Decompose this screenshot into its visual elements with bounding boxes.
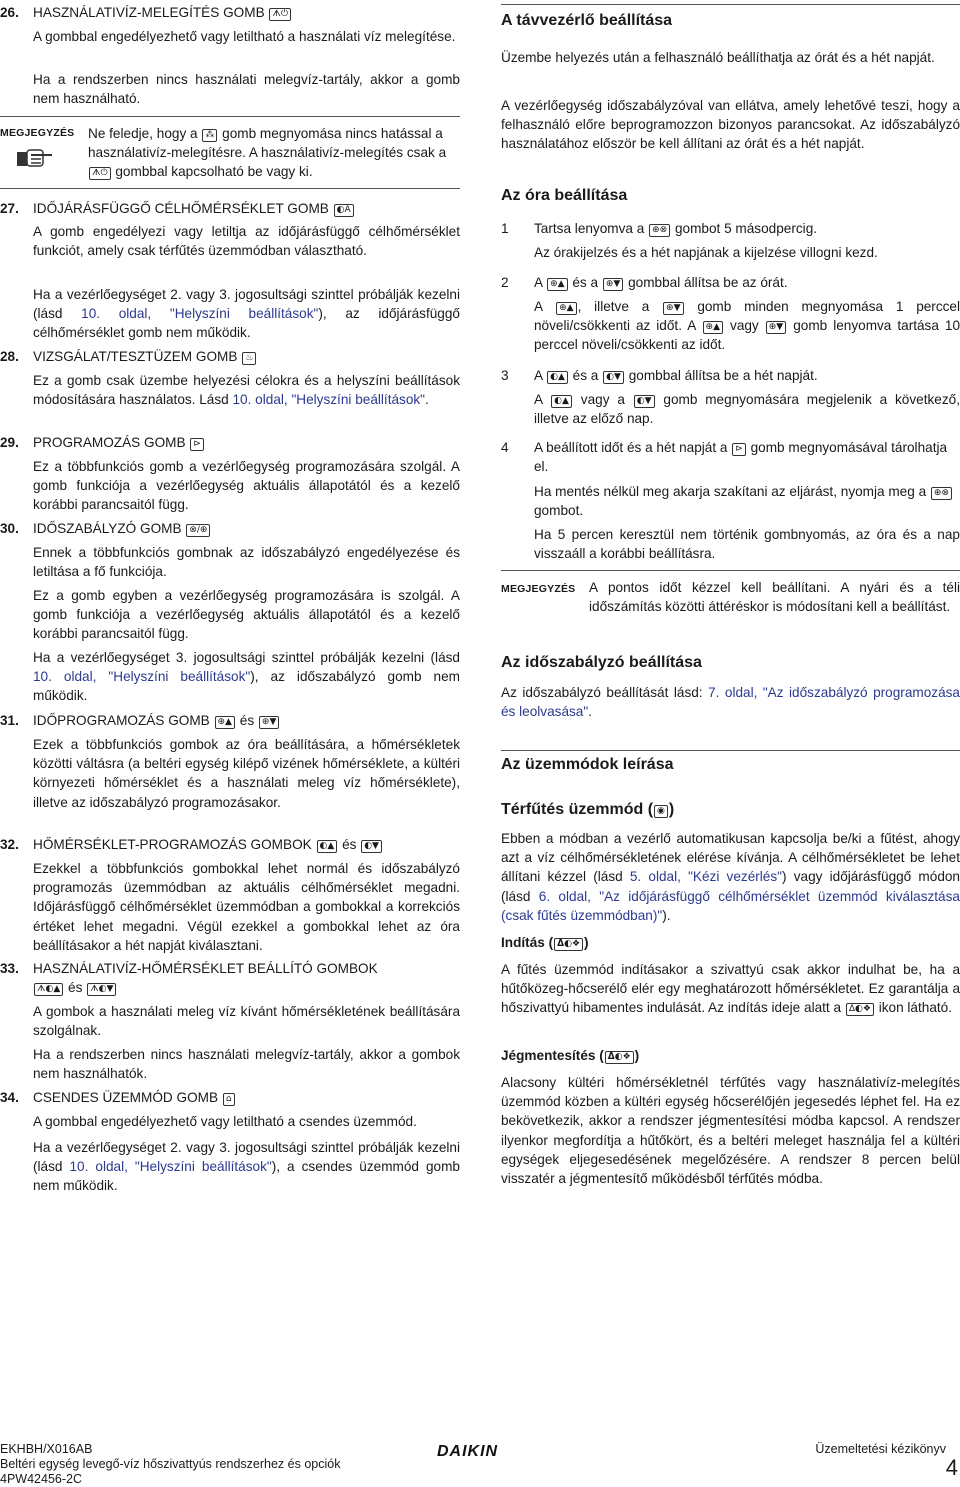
link-field-settings[interactable]: 10. oldal, "Helyszíni beállítások" xyxy=(81,306,319,322)
section-30-text-2: Ez a gomb egyben a vezérlőegység programozására is szolgál. A gomb funkciója a vezérlőegység aktuális állapotától és a kezelő korábbi parancsaitól függ. xyxy=(33,588,460,642)
footer-left xyxy=(0,1442,420,1487)
divider xyxy=(501,4,960,5)
link-field-settings[interactable]: 10. oldal, "Helyszíni beállítások" xyxy=(33,669,251,685)
clock-up-icon: ⊕▲ xyxy=(547,278,567,291)
step-number: 4 xyxy=(501,440,509,455)
section-number: 27. xyxy=(0,201,19,216)
section-33-text-2: Ha a rendszerben nincs használati melegvíz-tartály, akkor a gombok nem használhatók. xyxy=(33,1047,460,1082)
note-divider-top xyxy=(0,116,460,117)
section-title: IDŐJÁRÁSFÜGGŐ CÉLHŐMÉRSÉKLET GOMB ◐A xyxy=(33,199,460,218)
temperature-down-icon: ◐▼ xyxy=(361,840,382,853)
step-number: 3 xyxy=(501,368,509,383)
timer-text: Az időszabályzó beállítását lásd: 7. oldal, "Az időszabályzó programozása és leolvasása". xyxy=(501,685,960,720)
day-down-icon: ◐▼ xyxy=(603,371,624,384)
section-28-text-1: Ez a gomb csak üzembe helyezési célokra és a helyszíni beállítások módosítására használatos. Lásd 10. oldal, "Helyszíni beállítások". xyxy=(33,373,460,408)
section-34-text-1: A gombbal engedélyezhető vagy letiltható a csendes üzemmód. xyxy=(33,1114,417,1129)
section-33-text-1: A gombok a használati meleg víz kívánt hőmérsékletének beállítására szolgálnak. xyxy=(33,1004,460,1039)
section-title: IDŐPROGRAMOZÁS GOMB ⊕▲ és ⊕▼ xyxy=(33,711,460,730)
section-title: HŐMÉRSÉKLET-PROGRAMOZÁS GOMBOK ◐▲ és ◐▼ xyxy=(33,835,460,854)
remote-text-2: A vezérlőegység időszabályzóval van ellátva, amely lehetővé teszi, hogy a felhasználó előre beprogramozzon bizonyos parancsokat. Az időszabályzó használatához először be kell állítani az órát és a hét napját. xyxy=(501,98,960,152)
clock-up-icon: ⊕▲ xyxy=(703,321,723,334)
section-title: HASZNÁLATIVÍZ-HŐMÉRSÉKLET BEÁLLÍTÓ GOMBOK ᗑ◐▲ és ᗑ◐▼ xyxy=(33,961,378,996)
divider xyxy=(501,750,960,751)
section-27-text-1: A gomb engedélyezi vagy letiltja az időjárásfüggő célhőmérséklet funkciót, amely csak térfűtés üzemmódban választható. xyxy=(33,224,460,259)
page-number: 4 xyxy=(945,1455,958,1480)
space-heating-icon: ⁂ xyxy=(202,129,217,142)
section-title: VIZSGÁLAT/TESZTÜZEM GOMB ♨ xyxy=(33,347,460,366)
clock-down-icon: ⊕▼ xyxy=(663,302,683,315)
defrost-text: Alacsony kültéri hőmérsékletnél térfűtés vagy használativíz-melegítés üzemmód közben a kültéri egység hőcserélőjén jegesedés léphet fel. Ha ez bekövetkezik, akkor a rendszer jégmentesítési módba kapcsol. A rendszer ilyenkor megfordítja a hűtőkört, és a beltéri meleget használja fel a kültéri egységek eljegesedésének megelőzésére. A rendszer 8 percen belül visszatér a jégmentesítő működésből térfűtés módba. xyxy=(501,1075,960,1187)
section-number: 30. xyxy=(0,521,19,536)
note-label: MEGJEGYZÉS xyxy=(501,583,576,595)
section-30-text-1: Ennek a többfunkciós gombnak az időszabályzó engedélyezése és letiltása a fő funkciója. xyxy=(33,545,460,580)
section-32-text-1: Ezekkel a többfunkciós gombokkal lehet normál és időszabályzó programozás üzemmódban az aktuális célhőmérséklet megadni. Időjárásfüggő célhőmérséklet üzemmódban a gombokkal a korrekciós értéket lehet megadni. Végül ezekkel a gombokkal lehet az óra beállításakor a hét napját kiválasztani. xyxy=(33,861,460,953)
remote-text-1: Üzembe helyezés után a felhasználó beállíthatja az órát és a hét napját. xyxy=(501,50,935,65)
step-4-note: Ha 5 percen keresztül nem történik gombnyomás, az óra és a nap visszaáll a korábbi beállításra. xyxy=(534,527,960,562)
program-icon: ⊳ xyxy=(190,438,204,451)
heading-defrost: Jégmentesítés ( ᐃ◐❖ ) xyxy=(501,1048,640,1063)
footer-model: EKHBH/X016AB xyxy=(0,1442,93,1456)
section-number: 29. xyxy=(0,435,19,450)
footer-code: 4PW42456-2C xyxy=(0,1472,82,1486)
heading-modes: Az üzemmódok leírása xyxy=(501,756,674,773)
footer-description: Beltéri egység levegő-víz hőszivattyús rendszerhez és opciók xyxy=(0,1457,341,1471)
section-26-text-1: A gombbal engedélyezhető vagy letiltható a használati víz melegítése. xyxy=(33,29,456,44)
day-up-icon: ◐▲ xyxy=(551,395,572,408)
note-label: MEGJEGYZÉS xyxy=(0,127,75,139)
day-down-icon: ◐▼ xyxy=(634,395,655,408)
daikin-logo: DAIKIN xyxy=(437,1443,499,1460)
hot-water-icon: ᗑ⏻ xyxy=(89,167,111,180)
hot-water-icon: ᗑ⏻ xyxy=(269,8,291,21)
section-number: 31. xyxy=(0,713,19,728)
section-number: 33. xyxy=(0,961,19,976)
section-34-text-2: Ha a vezérlőegységet 2. vagy 3. jogosultsági szinttel próbálják kezelni (lásd 10. oldal, "Helyszíni beállítások"), a csendes üzemmód gomb nem működik. xyxy=(33,1140,460,1194)
section-title: PROGRAMOZÁS GOMB ⊳ xyxy=(33,433,460,452)
section-number: 34. xyxy=(0,1090,19,1105)
heading-startup: Indítás ( ᐃ◐❖ ) xyxy=(501,935,589,950)
startup-text: A fűtés üzemmód indításakor a szivattyú csak akkor indulhat be, ha a hűtőközeg-hőcserélő elér egy meghatározott hőmérsékletet. Ez garantálja a hőszivattyú hibamentes indulását. Az indítás ideje alatt a ᐃ◐❖ ikon látható. xyxy=(501,962,960,1016)
heading-space-heating: Térfűtés üzemmód ( ◉ ) xyxy=(501,801,675,818)
link-timer-programming[interactable]: 7. oldal, "Az időszabályzó programozása és leolvasása" xyxy=(501,685,960,720)
note-divider-bottom xyxy=(0,188,460,189)
section-30-text-3: Ha a vezérlőegységet 3. jogosultsági szinttel próbálják kezelni (lásd 10. oldal, "Helyszíni beállítások"), az időszabályzó gomb nem működik. xyxy=(33,650,460,704)
startup-icon: ᐃ◐❖ xyxy=(846,1003,874,1016)
clock-set-icon: ⊕⊗ xyxy=(931,487,952,500)
hot-water-temp-up-icon: ᗑ◐▲ xyxy=(34,983,63,996)
step-number: 2 xyxy=(501,275,509,290)
clock-down-icon: ⊕▼ xyxy=(603,278,623,291)
startup-icon: ᐃ◐❖ xyxy=(554,938,583,951)
defrost-icon: ᐃ◐❖ xyxy=(605,1051,634,1064)
link-field-settings[interactable]: 10. oldal, "Helyszíni beállítások" xyxy=(232,392,426,408)
section-number: 32. xyxy=(0,837,19,852)
section-title: IDŐSZABÁLYZÓ GOMB ⊗/⊕ xyxy=(33,519,460,538)
section-title: CSENDES ÜZEMMÓD GOMB ⌂ xyxy=(33,1088,460,1107)
note-text: A pontos időt kézzel kell beállítani. A nyári és a téli időszámítás közötti áttéréskor is módosítani kell a beállítást. xyxy=(589,580,960,615)
clock-set-icon: ⊕⊗ xyxy=(649,224,670,237)
program-icon: ⊳ xyxy=(732,443,746,456)
weather-dependent-icon: ◐A xyxy=(334,204,354,217)
section-number: 26. xyxy=(0,5,19,20)
link-field-settings[interactable]: 10. oldal, "Helyszíni beállítások" xyxy=(69,1159,272,1175)
section-26-text-2: Ha a rendszerben nincs használati melegvíz-tartály, akkor a gomb nem használható. xyxy=(33,72,460,107)
note-divider-top xyxy=(501,570,960,571)
note-text: Ne feledje, hogy a ⁂ gomb megnyomása nincs hatással a használativíz-melegítésre. A használativíz-melegítés csak a ᗑ⏻ gombbal kapcsolható be vagy ki. xyxy=(88,126,447,180)
clock-up-icon: ⊕▲ xyxy=(215,716,235,729)
hot-water-temp-down-icon: ᗑ◐▼ xyxy=(87,983,116,996)
section-27-text-2: Ha a vezérlőegységet 2. vagy 3. jogosultsági szinttel próbálják kezelni (lásd 10. oldal, "Helyszíni beállítások"), az időjárásfüggő célhőmérséklet gomb nem működik. xyxy=(33,287,460,341)
link-weather-dependent[interactable]: 6. oldal, "Az időjárásfüggő célhőmérséklet üzemmód kiválasztása (csak fűtés üzemmódban)" xyxy=(501,888,960,923)
clock-down-icon: ⊕▼ xyxy=(259,716,279,729)
section-31-text-1: Ezek a többfunkciós gombok az óra beállítására, a hőmérsékletek közötti váltásra (a beltéri egység kilépő vizének hőmérséklete, a kültéri környezeti hőmérséklet és a használati meleg víz hőmérséklete), illetve az időszabályzó programozásakor. xyxy=(33,737,460,810)
pointing-hand-icon xyxy=(16,146,54,168)
day-up-icon: ◐▲ xyxy=(547,371,568,384)
temperature-up-icon: ◐▲ xyxy=(317,840,338,853)
link-manual-control[interactable]: 5. oldal, "Kézi vezérlés" xyxy=(629,869,782,885)
heating-icon: ◉ xyxy=(654,805,668,818)
clock-up-icon: ⊕▲ xyxy=(556,302,576,315)
step-1-note: Az órakijelzés és a hét napjának a kijelzése villogni kezd. xyxy=(534,245,878,260)
clock-down-icon: ⊕▼ xyxy=(766,321,786,334)
test-icon: ♨ xyxy=(242,352,256,365)
quiet-mode-icon: ⌂ xyxy=(223,1093,235,1106)
space-heating-text: Ebben a módban a vezérlő automatikusan kapcsolja be/ki a fűtést, ahogy azt a víz célhőmérsékletének elérése kívánja. A célhőmérsékletet be lehet állítani kézzel (lásd 5. oldal, "Kézi vezérlés") vagy időjárásfüggő módon (lásd 6. oldal, "Az időjárásfüggő célhőmérséklet üzemmód kiválasztása (csak fűtés üzemmódban)"). xyxy=(501,831,960,923)
heading-timer-setup: Az időszabályzó beállítása xyxy=(501,654,702,671)
section-title: HASZNÁLATIVÍZ-MELEGÍTÉS GOMB ᗑ⏻ xyxy=(33,3,460,22)
section-number: 28. xyxy=(0,349,19,364)
heading-clock-setup: Az óra beállítása xyxy=(501,187,628,204)
heading-remote-setup: A távvezérlő beállítása xyxy=(501,12,673,29)
timer-icon: ⊗/⊕ xyxy=(186,524,210,537)
footer-manual: Üzemeltetési kézikönyv xyxy=(815,1442,946,1456)
section-29-text-1: Ez a többfunkciós gomb a vezérlőegység programozására szolgál. A gomb funkciója a vezérlőegység aktuális állapotától és a kezelő korábbi parancsaitól függ. xyxy=(33,459,460,513)
step-number: 1 xyxy=(501,221,509,236)
